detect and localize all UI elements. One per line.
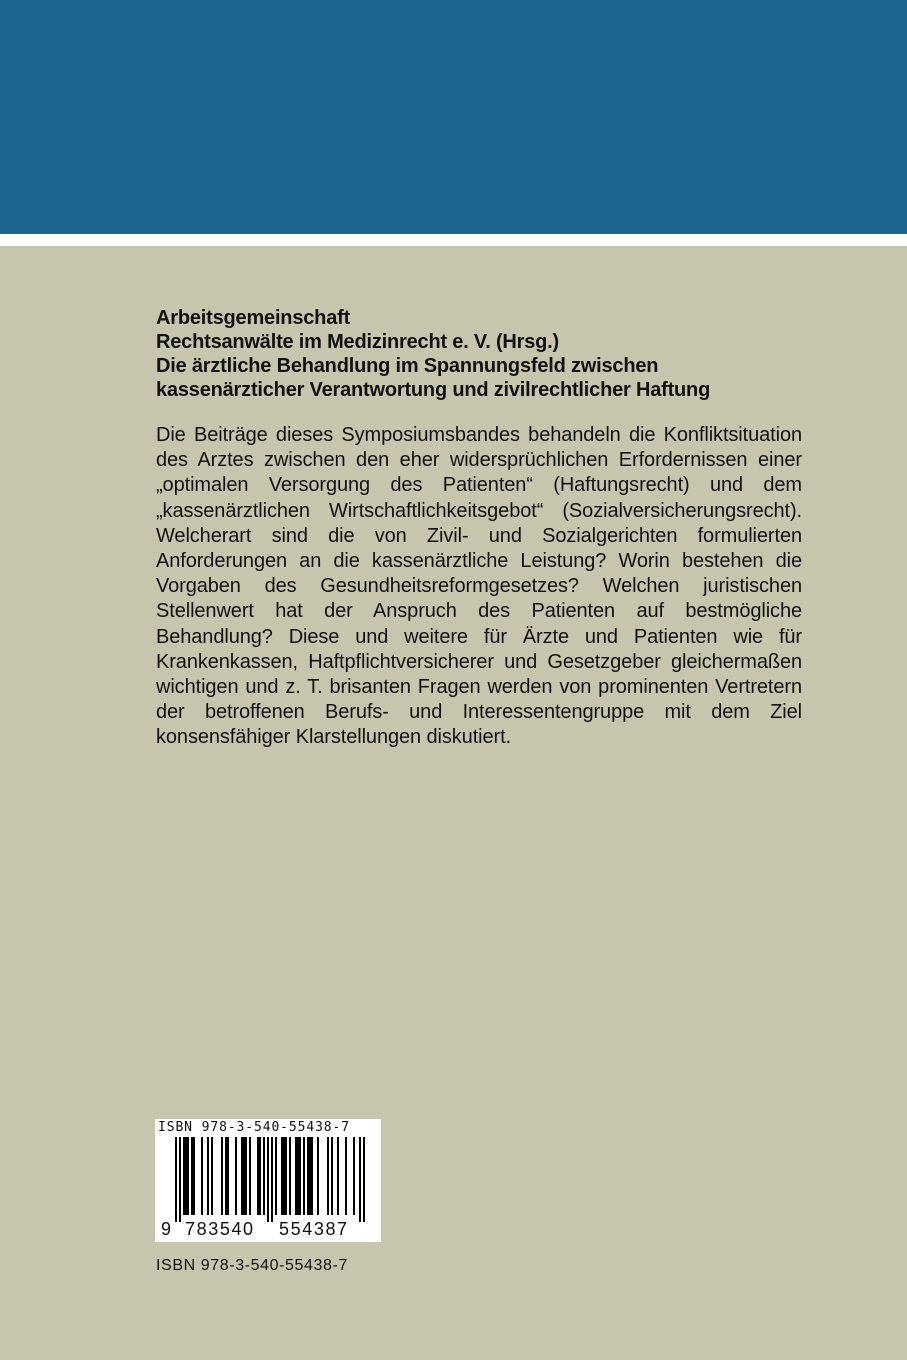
- barcode-bar-1: [179, 1137, 181, 1222]
- barcode-bar-10: [221, 1137, 223, 1215]
- barcode-bar-36: [327, 1137, 329, 1215]
- barcode-bar-3: [185, 1137, 187, 1215]
- barcode-bar-16: [245, 1137, 247, 1215]
- barcode-bar-41: [359, 1137, 361, 1222]
- barcode-bar-32: [307, 1137, 309, 1215]
- barcode-digit-lead: 9: [161, 1219, 172, 1239]
- barcode-bar-30: [299, 1137, 301, 1215]
- heading-line-title-2: kassenärzticher Verantwortung und zivilrechtlicher Haftung: [156, 379, 711, 401]
- barcode-bar-38: [337, 1137, 339, 1215]
- heading-line-editor: Rechtsanwälte im Medizinrecht e. V. (Hrsg.): [156, 331, 559, 353]
- barcode-digits-right: 554387: [279, 1219, 349, 1239]
- barcode-bar-39: [345, 1137, 347, 1215]
- barcode-bar-0: [175, 1137, 177, 1222]
- barcode-bar-15: [243, 1137, 245, 1215]
- cover-color-band: [0, 0, 907, 234]
- barcode-bar-11: [225, 1137, 227, 1215]
- barcode-bar-28: [295, 1137, 297, 1215]
- barcode-bar-31: [303, 1137, 305, 1215]
- barcode-bar-21: [267, 1137, 269, 1222]
- barcode-bar-17: [249, 1137, 251, 1215]
- barcode-bar-12: [227, 1137, 229, 1215]
- barcode-bar-34: [311, 1137, 313, 1215]
- book-heading: [156, 306, 816, 402]
- isbn-barcode: [155, 1119, 381, 1242]
- barcode-bar-40: [353, 1137, 355, 1215]
- barcode-bar-25: [283, 1137, 285, 1215]
- barcode-bar-27: [289, 1137, 291, 1215]
- barcode-bar-35: [317, 1137, 319, 1215]
- barcode-digits-left: 783540: [185, 1219, 255, 1239]
- book-description: Die Beiträge dieses Symposiumsbandes behandeln die Konfliktsituation des Arztes zwischen den eher widersprüchlichen Erfordernissen einer „optimalen Versorgung des Patienten“ (Haftungsrecht) und dem „kassenärztlichen Wirtschaftlichkeitsgebot“ (Sozialversicherungsrecht). Welcherart sind die von Zivil- und Sozialgerichten formulierten Anforderungen an die kassenärztliche Leistung? Worin bestehen die Vorgaben des Gesundheitsreformgesetzes? Welchen juristischen Stellenwert hat der Anspruch des Patienten auf bestmögliche Behandlung? Diese und weitere für Ärzte und Patienten wie für Krankenkassen, Haftpflichtversicherer und Gesetzgeber gleichermaßen wichtigen und z. T. brisanten Fragen werden von prominenten Vertretern der betroffenen Berufs- und Interessentengruppe mit dem Ziel konsensfähiger Klarstellungen diskutiert.: [156, 424, 802, 749]
- barcode-bar-7: [201, 1137, 203, 1215]
- barcode-bar-9: [211, 1137, 213, 1215]
- heading-line-title-1: Die ärztliche Behandlung im Spannungsfeld zwischen: [156, 355, 659, 377]
- barcode-bar-29: [297, 1137, 299, 1215]
- barcode-bars: [155, 1137, 381, 1222]
- barcode-bar-18: [257, 1137, 259, 1215]
- barcode-bar-42: [363, 1137, 365, 1222]
- heading-line-organization: Arbeitsgemeinschaft: [156, 307, 351, 329]
- barcode-bar-4: [187, 1137, 189, 1215]
- barcode-bar-24: [281, 1137, 283, 1215]
- barcode-bar-26: [285, 1137, 287, 1215]
- isbn-footer: ISBN 978-3-540-55438-7: [156, 1257, 348, 1274]
- barcode-bar-22: [271, 1137, 273, 1222]
- barcode-bar-14: [241, 1137, 243, 1215]
- barcode-isbn-label: ISBN 978-3-540-55438-7: [158, 1120, 350, 1135]
- white-divider-stripe: [0, 234, 907, 246]
- barcode-bar-6: [193, 1137, 195, 1215]
- barcode-bar-2: [183, 1137, 185, 1215]
- barcode-bar-23: [275, 1137, 277, 1215]
- barcode-bar-5: [191, 1137, 193, 1215]
- barcode-bar-33: [309, 1137, 311, 1215]
- barcode-bar-37: [331, 1137, 333, 1215]
- barcode-bar-19: [259, 1137, 261, 1215]
- barcode-bar-13: [235, 1137, 237, 1215]
- barcode-bar-20: [263, 1137, 265, 1215]
- barcode-bar-8: [207, 1137, 209, 1215]
